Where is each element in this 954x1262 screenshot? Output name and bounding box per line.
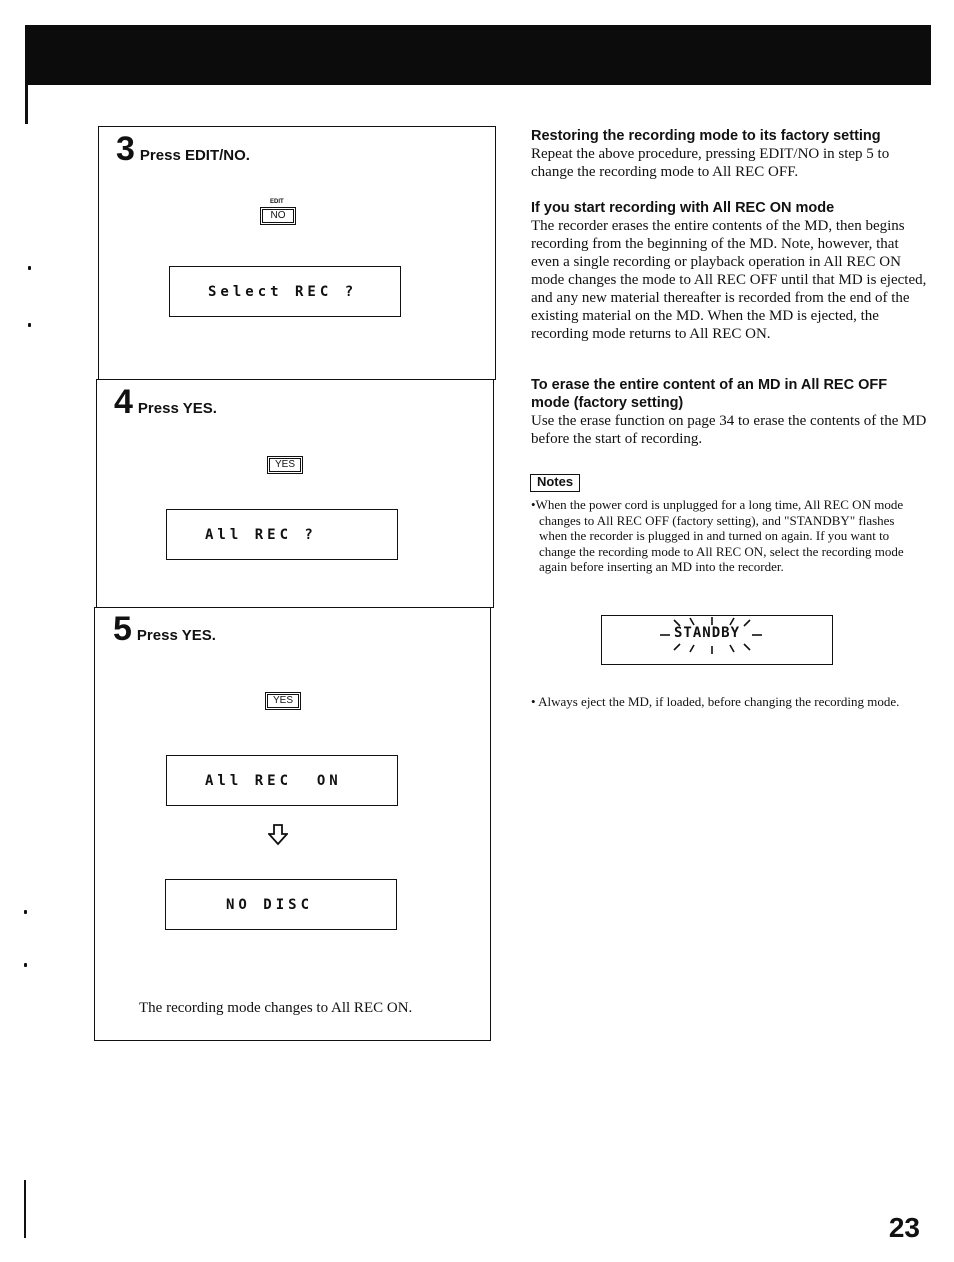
- section-all-rec-on: [531, 199, 929, 343]
- margin-dot: [24, 963, 27, 967]
- section-heading: If you start recording with All REC ON mode: [531, 200, 835, 216]
- lcd-display-all-rec-on: [166, 755, 398, 806]
- no-key-label: NO: [262, 209, 294, 223]
- section-body: Repeat the above procedure, pressing EDIT/NO in step 5 to change the recording mode to All REC OFF.: [531, 146, 890, 180]
- lcd-text: All REC ?: [205, 526, 317, 543]
- notes-label: Notes: [530, 474, 580, 492]
- yes-key-label: YES: [267, 694, 299, 708]
- yes-key-label: YES: [269, 458, 301, 472]
- lcd-text: Select REC ?: [208, 283, 358, 300]
- section-heading: Restoring the recording mode to its factory setting: [531, 128, 881, 144]
- section-restoring: [531, 127, 929, 181]
- step-5-caption: The recording mode changes to All REC ON.: [139, 1000, 413, 1016]
- step-3-label: Press EDIT/NO.: [139, 147, 250, 164]
- lcd-text: NO DISC: [226, 896, 314, 913]
- no-key-icon: [260, 207, 296, 225]
- note-item: •When the power cord is unplugged for a long time, All REC ON mode changes to All REC OFF (factory setting), and "STANDBY" flashes when the recorder is plugged in and turned on again. If you want to change the recording mode to All REC ON, select the recording mode again before inserting an MD into the recorder.: [531, 497, 904, 574]
- yes-key-icon: [265, 692, 301, 710]
- step-3-number: 3: [116, 130, 134, 168]
- section-body: Use the erase function on page 34 to erase the contents of the MD before the start of recording.: [531, 413, 927, 447]
- margin-dot: [24, 910, 27, 914]
- flashing-rays-icon: [602, 616, 834, 666]
- step-3-heading: [116, 130, 250, 169]
- yes-key-icon: [267, 456, 303, 474]
- step-5-number: 5: [113, 610, 131, 648]
- note-item: • Always eject the MD, if loaded, before changing the recording mode.: [531, 694, 900, 709]
- edit-key-caption: EDIT: [270, 199, 284, 205]
- step-5-label: Press YES.: [136, 627, 216, 644]
- step-4-number: 4: [114, 383, 132, 421]
- step-5-box: [94, 607, 491, 1041]
- page-number: 23: [888, 1212, 920, 1243]
- step-5-heading: [113, 610, 216, 649]
- header-edge: [25, 84, 28, 124]
- lcd-display-no-disc: [165, 879, 397, 930]
- lcd-text: All REC ON: [205, 772, 342, 789]
- margin-dot: [28, 266, 31, 270]
- section-erase: [531, 376, 929, 448]
- margin-line: [24, 1180, 26, 1238]
- lcd-display-all-rec: [166, 509, 398, 560]
- section-heading: To erase the entire content of an MD in All REC OFF mode (factory setting): [531, 377, 888, 411]
- step-4-heading: [114, 383, 217, 422]
- lcd-display-select-rec: [169, 266, 401, 317]
- down-arrow-icon: [268, 824, 288, 846]
- margin-dot: [28, 323, 31, 327]
- step-4-label: Press YES.: [137, 400, 217, 417]
- section-body: The recorder erases the entire contents of the MD, then begins recording from the beginning of the MD. Note, however, that even a single recording or playback operation in All REC ON mode changes the mode to All REC OFF until that MD is ejected, and any new material thereafter is recorded from the end of the existing material on the MD. When the MD is ejected, the recording mode returns to All REC ON.: [531, 218, 927, 342]
- standby-display: [601, 615, 833, 665]
- standby-text: STANDBY: [674, 625, 741, 641]
- header-bar: [25, 25, 931, 85]
